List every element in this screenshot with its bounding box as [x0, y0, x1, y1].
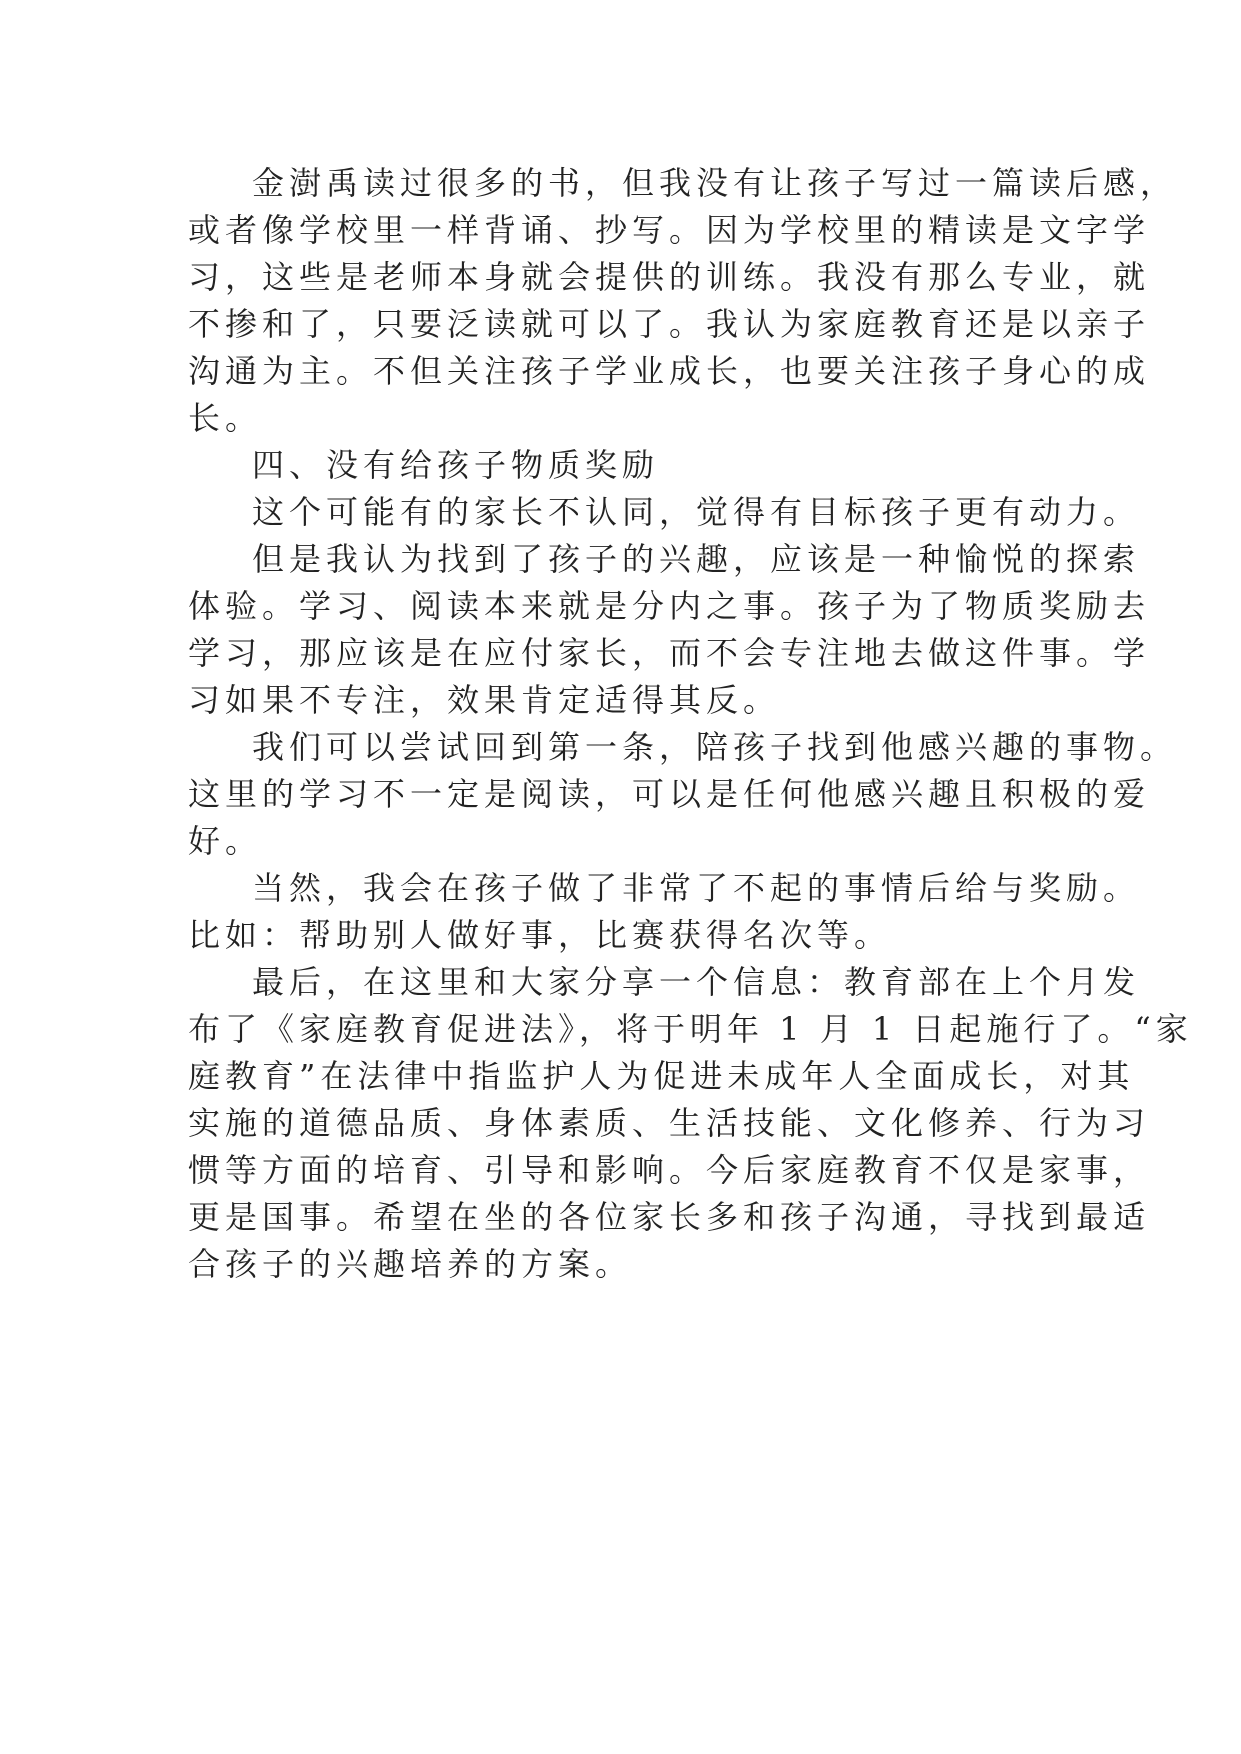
section-heading: [188, 442, 1058, 489]
text-line: 我们可以尝试回到第一条，陪孩子找到他感兴趣的事物。: [252, 728, 1178, 766]
text-line: 学习，那应该是在应付家长，而不会专注地去做这件事。学: [188, 634, 1151, 672]
text-line: 长。: [188, 399, 263, 437]
text-line: 不掺和了，只要泛读就可以了。我认为家庭教育还是以亲子: [188, 305, 1151, 343]
text-line: 庭教育”在法律中指监护人为促进未成年人全面成长，对其: [188, 1057, 1135, 1095]
text-line: 或者像学校里一样背诵、抄写。因为学校里的精读是文字学: [188, 211, 1151, 249]
text-line: 当然，我会在孩子做了非常了不起的事情后给与奖励。: [252, 869, 1141, 907]
text-line: 金澍禹读过很多的书，但我没有让孩子写过一篇读后感，: [252, 164, 1178, 202]
text-line: 沟通为主。不但关注孩子学业成长，也要关注孩子身心的成: [188, 352, 1151, 390]
text-line: 但是我认为找到了孩子的兴趣，应该是一种愉悦的探索: [252, 540, 1141, 578]
text-line: 这里的学习不一定是阅读，可以是任何他感兴趣且积极的爱: [188, 775, 1151, 813]
paragraph-reading: [188, 160, 1178, 442]
text-line: 更是国事。希望在坐的各位家长多和孩子沟通，寻找到最适: [188, 1198, 1151, 1236]
text-line: 好。: [188, 822, 263, 860]
text-line: 实施的道德品质、身体素质、生活技能、文化修养、行为习: [188, 1104, 1151, 1142]
text-line: 习，这些是老师本身就会提供的训练。我没有那么专业，就: [188, 258, 1151, 296]
text-line: 最后，在这里和大家分享一个信息：教育部在上个月发: [252, 963, 1141, 1001]
text-line: 惯等方面的培育、引导和影响。今后家庭教育不仅是家事，: [188, 1151, 1151, 1189]
text-line: 习如果不专注，效果肯定适得其反。: [188, 681, 781, 719]
paragraph-reward: [188, 865, 1141, 959]
heading-line: 四、没有给孩子物质奖励: [252, 446, 660, 484]
text-line: 合孩子的兴趣培养的方案。: [188, 1245, 633, 1283]
document-body: [188, 160, 1193, 1288]
paragraph-disagree: [188, 489, 1141, 536]
text-line: 布了《家庭教育促进法》，将于明年 1 月 1 日起施行了。“家: [188, 1010, 1193, 1048]
text-line: 这个可能有的家长不认同，觉得有目标孩子更有动力。: [252, 493, 1141, 531]
paragraph-interest: [188, 536, 1151, 724]
text-line: 比如：帮助别人做好事，比赛获得名次等。: [188, 916, 892, 954]
paragraph-closing: [188, 959, 1193, 1288]
text-line: 体验。学习、阅读本来就是分内之事。孩子为了物质奖励去: [188, 587, 1151, 625]
paragraph-first-rule: [188, 724, 1178, 865]
